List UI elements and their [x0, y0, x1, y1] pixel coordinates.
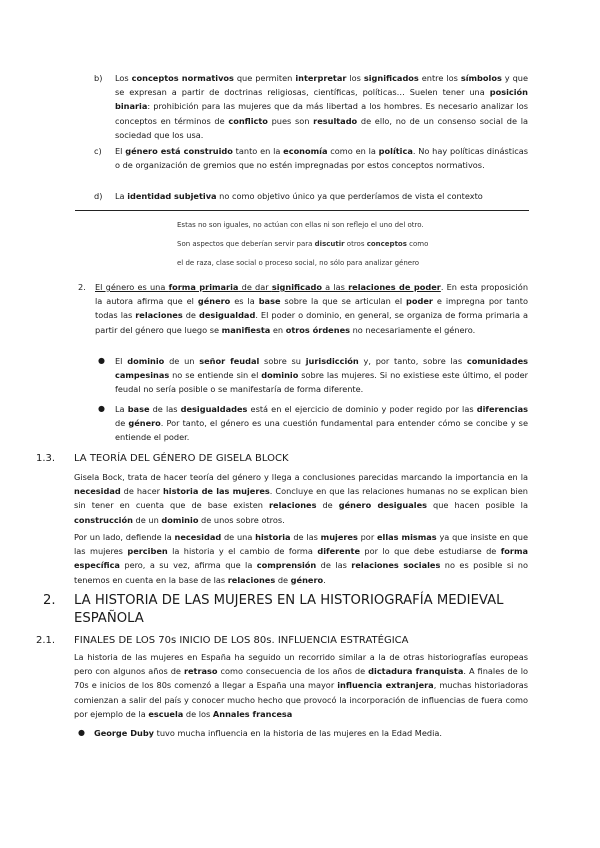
section-title: LA HISTORIA DE LAS MUJERES EN LA HISTORIOGRAFÍA MEDIEVAL ESPAÑOLA	[74, 593, 504, 626]
paragraph: La historia de las mujeres en España ha seguido un recorrido similar a la de otras historiografías europeas pero con algunos años de retraso como consecuencia de los años de dictadura franquista. A finales de lo 70s e inicios de los 80s comenzó a llegar a España una mayor influencia extranjera, muchas historiadoras comienzan a salir del país y conocer mucho hecho que provocó la incorporación de influencias de fuera como por ejemplo de la escuela de los Annales francesa	[74, 652, 528, 719]
bullet-text: El dominio de un señor feudal sobre su jurisdicción y, por tanto, sobre las comunidades campesinas no se entiende sin el dominio sobre las mujeres. Si no existiese este último, el poder feudal no sería posible o se manifestaría de forma diferente.	[115, 356, 528, 395]
note-line: Son aspectos que deberían servir para discutir otros conceptos como	[177, 240, 429, 248]
section-title: LA TEORÍA DEL GÉNERO DE GISELA BLOCK	[74, 453, 289, 464]
bullet-text: La base de las desigualdades está en el ejercicio de dominio y poder regido por las diferencias de género. Por tanto, el género es una cuestión fundamental para entender cómo se concibe y se entiende el poder.	[115, 404, 528, 443]
list-text: Los conceptos normativos que permiten interpretar los significados entre los símbolos y que se expresan a partir de doctrinas religiosas, científicas, políticas… Suelen tener una posición binaria: prohibición para las mujeres que da más libertad a los hombres. Es necesario analizar los conceptos en términos de conflicto pues son resultado de ello, no de un consenso social de la sociedad que los usa.	[115, 73, 529, 140]
paragraph: Gisela Bock, trata de hacer teoría del género y llega a conclusiones parecidas marcando la importancia en la necesidad de hacer historia de las mujeres. Concluye en que las relaciones humanas no se explican bien sin tener en cuenta que de base existen relaciones de género desiguales que hacen posible la construcción de un dominio de unos sobre otros.	[74, 472, 528, 525]
section-title: FINALES DE LOS 70s INICIO DE LOS 80s. INFLUENCIA ESTRATÉGICA	[74, 635, 409, 646]
paragraph: Por un lado, defiende la necesidad de una historia de las mujeres por ellas mismas ya que insiste en que las mujeres perciben la historia y el cambio de forma diferente por lo que debe estudiarse de forma específica pero, a su vez, afirma que la comprensión de las relaciones sociales no es posible si no tenemos en cuenta en la base de las relaciones de género.	[74, 532, 528, 585]
list-marker: b)	[94, 73, 103, 83]
section-number: 2.	[43, 593, 56, 608]
bullet-text: George Duby tuvo mucha influencia en la historia de las mujeres en la Edad Media.	[94, 728, 443, 738]
list-text: El género está construido tanto en la economía como en la política. No hay políticas dinásticas o de organización de gremios que no estén impregnadas por estos conceptos normativos.	[115, 146, 529, 171]
section-number: 2.1.	[36, 635, 56, 646]
list-marker: c)	[94, 146, 102, 156]
section-number: 1.3.	[36, 453, 56, 464]
note-block	[177, 218, 467, 270]
note-line: Estas no son iguales, no actúan con ellas ni son reflejo el uno del otro.	[177, 221, 424, 229]
bullet-icon: ●	[98, 356, 105, 365]
list-text: La identidad subjetiva no como objetivo único ya que perderíamos de vista el contexto	[115, 191, 483, 201]
item-text: El género es una forma primaria de dar significado a las relaciones de poder. En esta proposición la autora afirma que el género es la base sobre la que se articulan el poder e impregna por tanto todas las relaciones de desigualdad. El poder o dominio, en general, se organiza de forma primaria a partir del género que luego se manifiesta en otros órdenes no necesariamente el género.	[95, 282, 529, 335]
bullet-icon: ●	[98, 404, 105, 413]
list-marker: d)	[94, 191, 103, 201]
note-line: el de raza, clase social o proceso social, no sólo para analizar género	[177, 259, 420, 267]
item-marker: 2.	[78, 282, 86, 292]
bullet-icon: ●	[78, 728, 85, 737]
note-divider	[75, 210, 529, 211]
